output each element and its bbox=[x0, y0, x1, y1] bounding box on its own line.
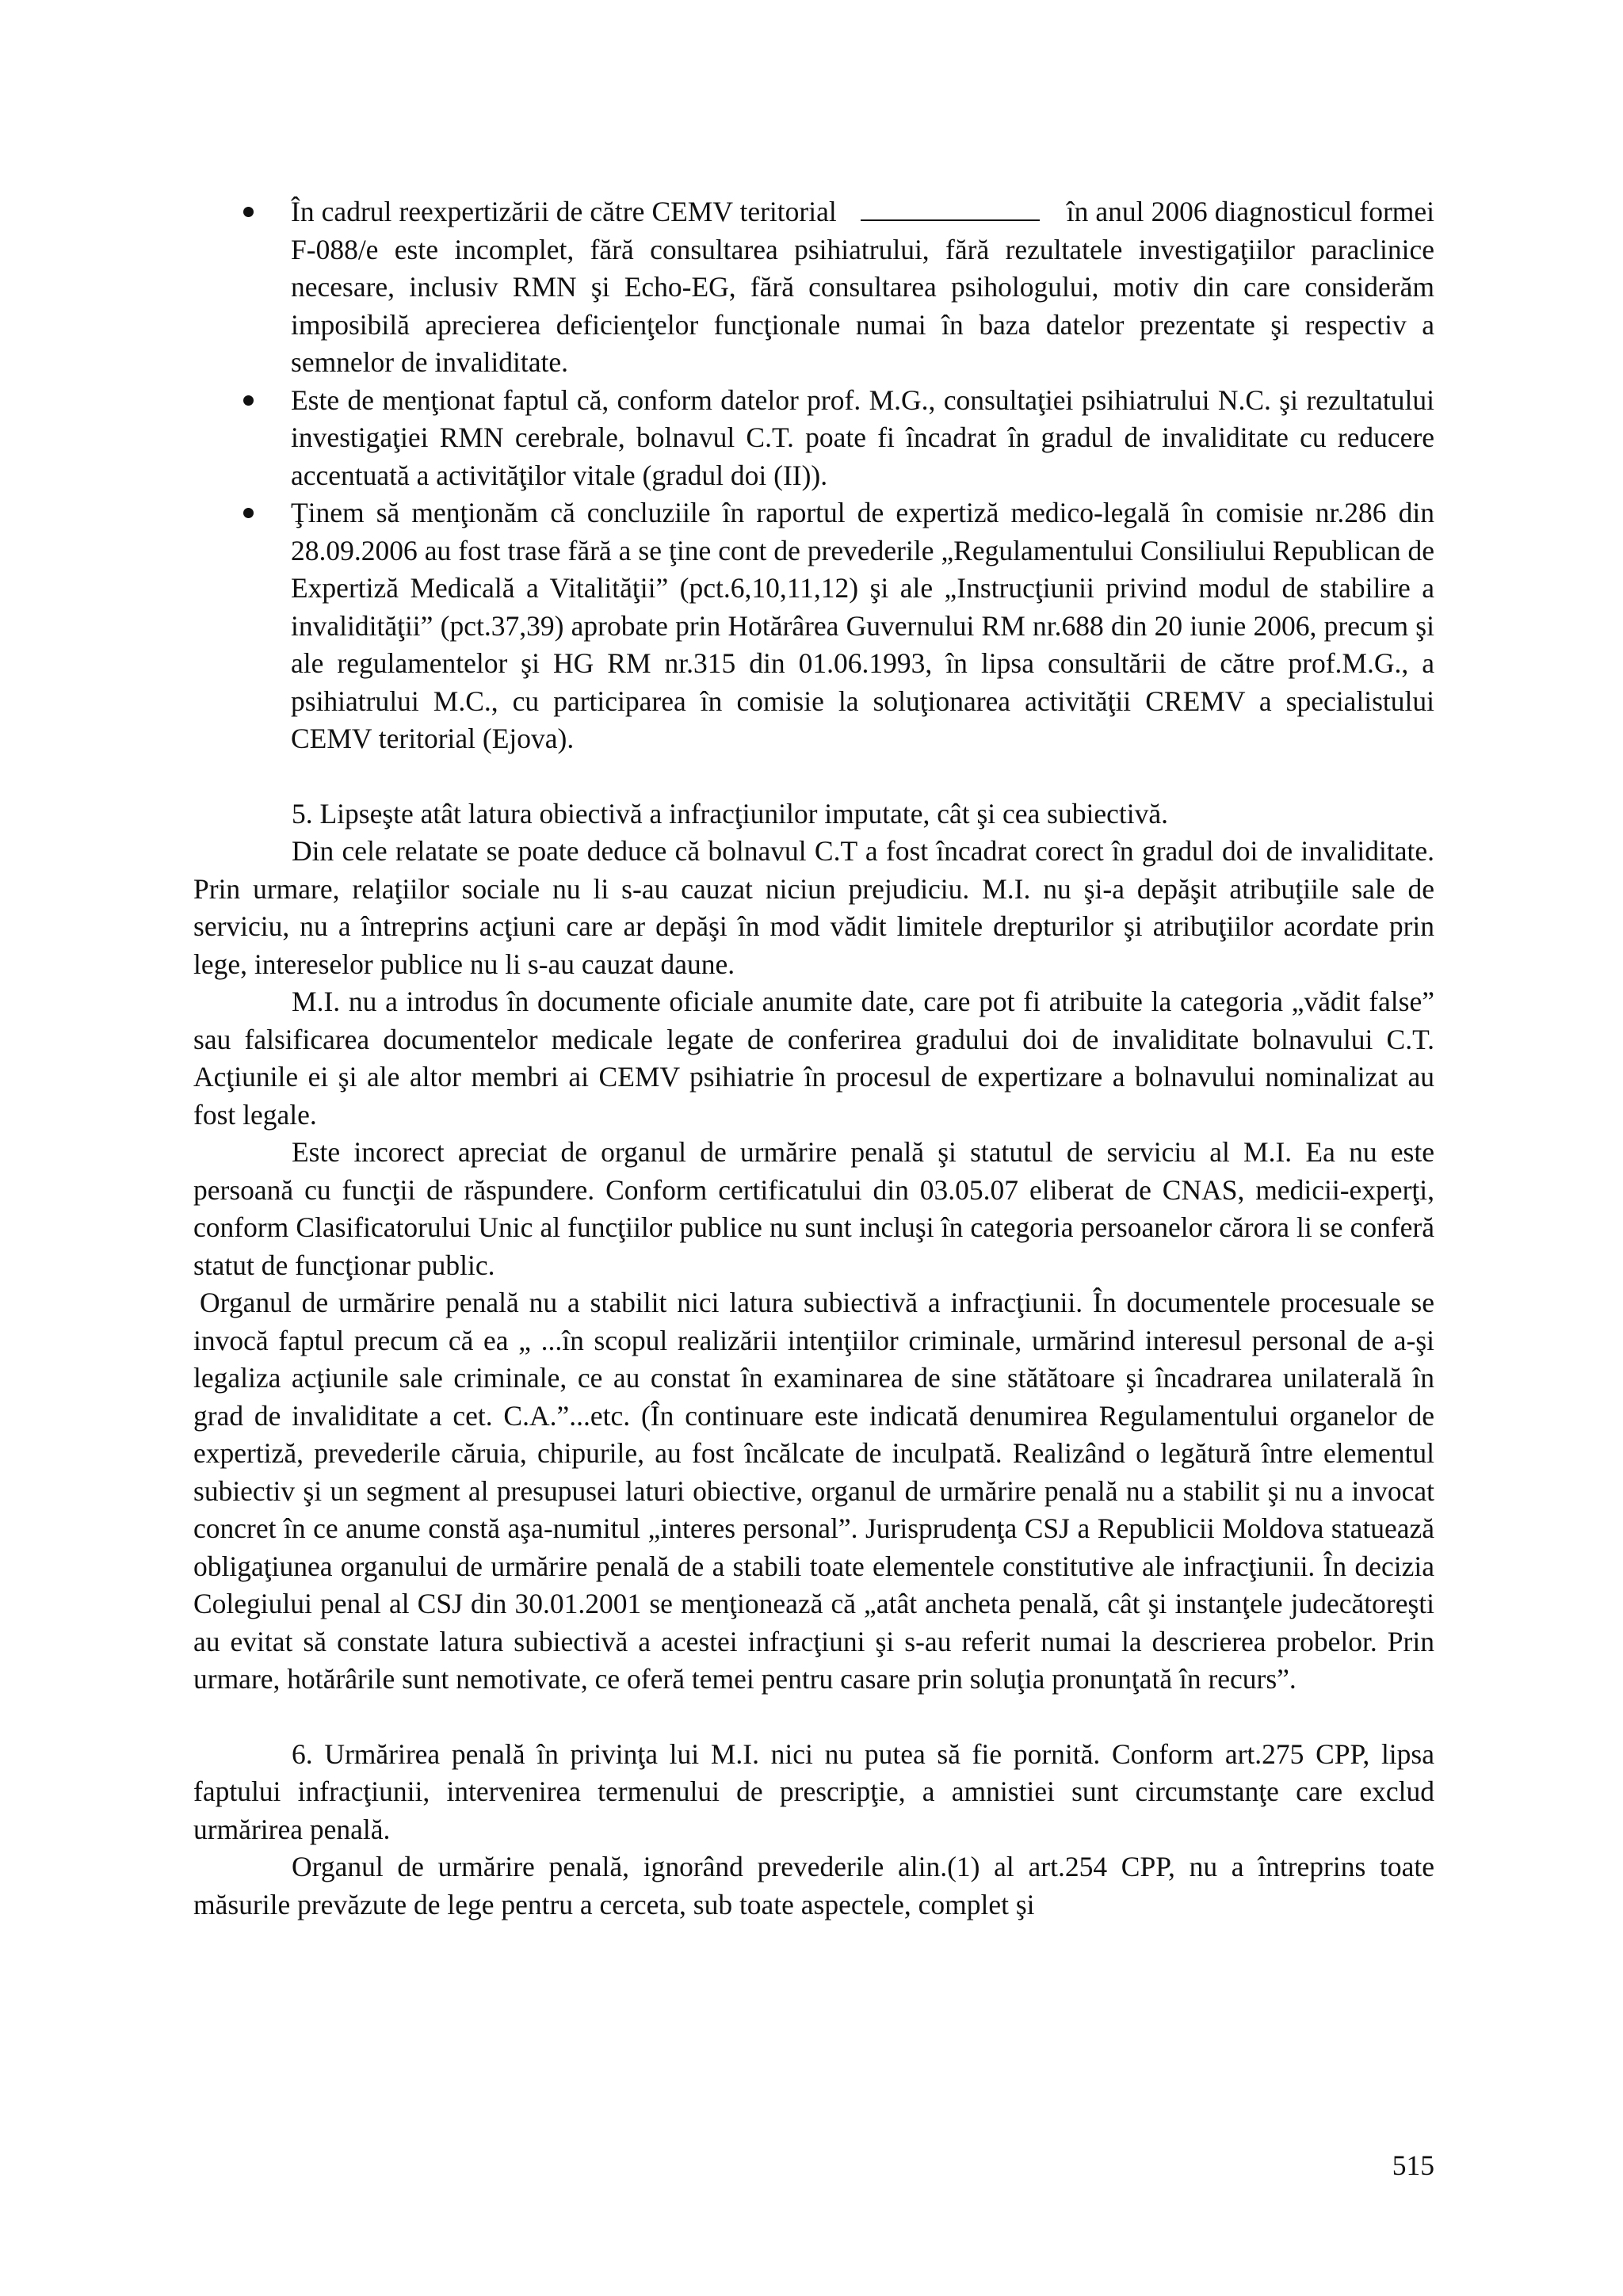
spacer bbox=[193, 1699, 1434, 1736]
paragraph: Din cele relatate se poate deduce că bolnavul C.T a fost încadrat corect în gradul doi de invaliditate. Prin urmare, relaţiilor sociale nu li s-au cauzat niciun prejudiciu. M.I. nu şi-a depăşit atribuţiile sale de serviciu, nu a întreprins acţiuni care ar depăşi în mod vădit limitele drepturilor şi atribuţiilor acordate prin lege, intereselor publice nu li s-au cauzat daune. bbox=[193, 835, 1434, 980]
bullet-dot-icon bbox=[243, 207, 254, 217]
bullet-dot-icon bbox=[243, 508, 254, 518]
page-number: 515 bbox=[1392, 2149, 1434, 2181]
paragraph: M.I. nu a introdus în documente oficiale anumite date, care pot fi atribuite la categoria „vădit false” sau falsificarea documentelor medicale legate de conferirea gradului doi de invaliditate bolnavului C.T. Acţiunile ei şi ale altor membri ai CEMV psihiatrie în procesul de expertizare a bolnavului nominalizat au fost legale. bbox=[193, 986, 1434, 1131]
bullet-text: Ţinem să menţionăm că concluziile în raportul de expertiză medico-legală în comisie nr.286 din 28.09.2006 au fost trase fără a se ţine cont de prevederile „Regulamentului Consiliului Republican de Expertiză Medicală a Vitalităţii” (pct.6,10,11,12) şi ale „Instrucţiunii privind modul de stabilire a invalidităţii” (pct.37,39) aprobate prin Hotărârea Guvernului RM nr.688 din 20 iunie 2006, precum şi ale regulamentelor şi HG RM nr.315 din 01.06.1993, în lipsa consultării de către prof.M.G., a psihiatrului M.C., cu participarea în comisie la soluţionarea activităţii CREMV a specialistului CEMV teritorial (Ejova). bbox=[291, 497, 1434, 754]
bullet-item bbox=[193, 382, 1434, 495]
bullet-item bbox=[193, 494, 1434, 758]
bullet-dot-icon bbox=[243, 395, 254, 406]
blank-line bbox=[861, 199, 1040, 221]
bullet-text-part1: În cadrul reexpertizării de către CEMV teritorial bbox=[291, 196, 837, 227]
paragraph: 5. Lipseşte atât latura obiectivă a infracţiunilor imputate, cât şi cea subiectivă. bbox=[292, 797, 1168, 830]
spacer bbox=[193, 758, 1434, 795]
bullet-list bbox=[193, 193, 1434, 758]
paragraph: Este incorect apreciat de organul de urmărire penală şi statutul de serviciu al M.I. Ea nu este persoană cu funcţii de răspundere. Conform certificatului din 03.05.07 eliberat de CNAS, medicii-experţi, conform Clasificatorului Unic al funcţiilor publice nu sunt incluşi în categoria persoanelor cărora li se conferă statut de funcţionar public. bbox=[193, 1136, 1434, 1281]
bullet-item bbox=[193, 193, 1434, 382]
document-page bbox=[193, 193, 1434, 1924]
bullet-text-part2: în anul 2006 diagnosticul formei F-088/e este incomplet, fără consultarea psihiatrului, fără rezultatele investigaţiilor paraclinice necesare, inclusiv RMN şi Echo-EG, fără consultarea psihologului, motiv din care considerăm imposibilă aprecierea deficienţelor funcţionale numai în baza datelor prezentate şi respectiv a semnelor de invaliditate. bbox=[291, 196, 1435, 378]
bullet-text: Este de menţionat faptul că, conform datelor prof. M.G., consultaţiei psihiatrului N.C. şi rezultatului investigaţiei RMN cerebrale, bolnavul C.T. poate fi încadrat în gradul de invaliditate cu reducere accentuată a activităţilor vitale (gradul doi (II)). bbox=[291, 383, 1434, 491]
paragraph: Organul de urmărire penală, ignorând prevederile alin.(1) al art.254 CPP, nu a întreprins toate măsurile prevăzute de lege pentru a cerceta, sub toate aspectele, complet şi bbox=[193, 1851, 1434, 1920]
paragraph: 6. Urmărirea penală în privinţa lui M.I. nici nu putea să fie pornită. Conform art.275 CPP, lipsa faptului infracţiunii, intervenirea termenului de prescripţie, a amnistiei sunt circumstanţe care exclud urmărirea penală. bbox=[193, 1737, 1434, 1845]
paragraph: Organul de urmărire penală nu a stabilit nici latura subiectivă a infracţiunii. În documentele procesuale se invocă faptul precum că ea „ ...în scopul realizării intenţiilor criminale, urmărind interesul personal de a-şi legaliza acţiunile sale criminale, ce au constat în examinarea de sine stătătoare şi încadrarea unilaterală în grad de invaliditate a cet. C.A.”...etc. (În continuare este indicată denumirea Regulamentului organelor de expertiză, prevederile căruia, chipurile, au fost încălcate de inculpată. Realizând o legătură între elementul subiectiv şi un segment al presupusei laturi obiective, organul de urmărire penală nu a stabilit şi nu a invocat concret în ce anume constă aşa-numitul „interes personal”. Jurisprudenţa CSJ a Republicii Moldova statuează obligaţiunea organului de urmărire penală de a stabili toate elementele constitutive ale infracţiunii. În decizia Colegiului penal al CSJ din 30.01.2001 se menţionează că „atât ancheta penală, cât şi instanţele judecătoreşti au evitat să constate latura subiectivă a acestei infracţiuni şi s-au referit numai la descrierea probelor. Prin urmare, hotărârile sunt nemotivate, ce oferă temei pentru casare prin soluţia pronunţată în recurs”. bbox=[193, 1287, 1434, 1695]
